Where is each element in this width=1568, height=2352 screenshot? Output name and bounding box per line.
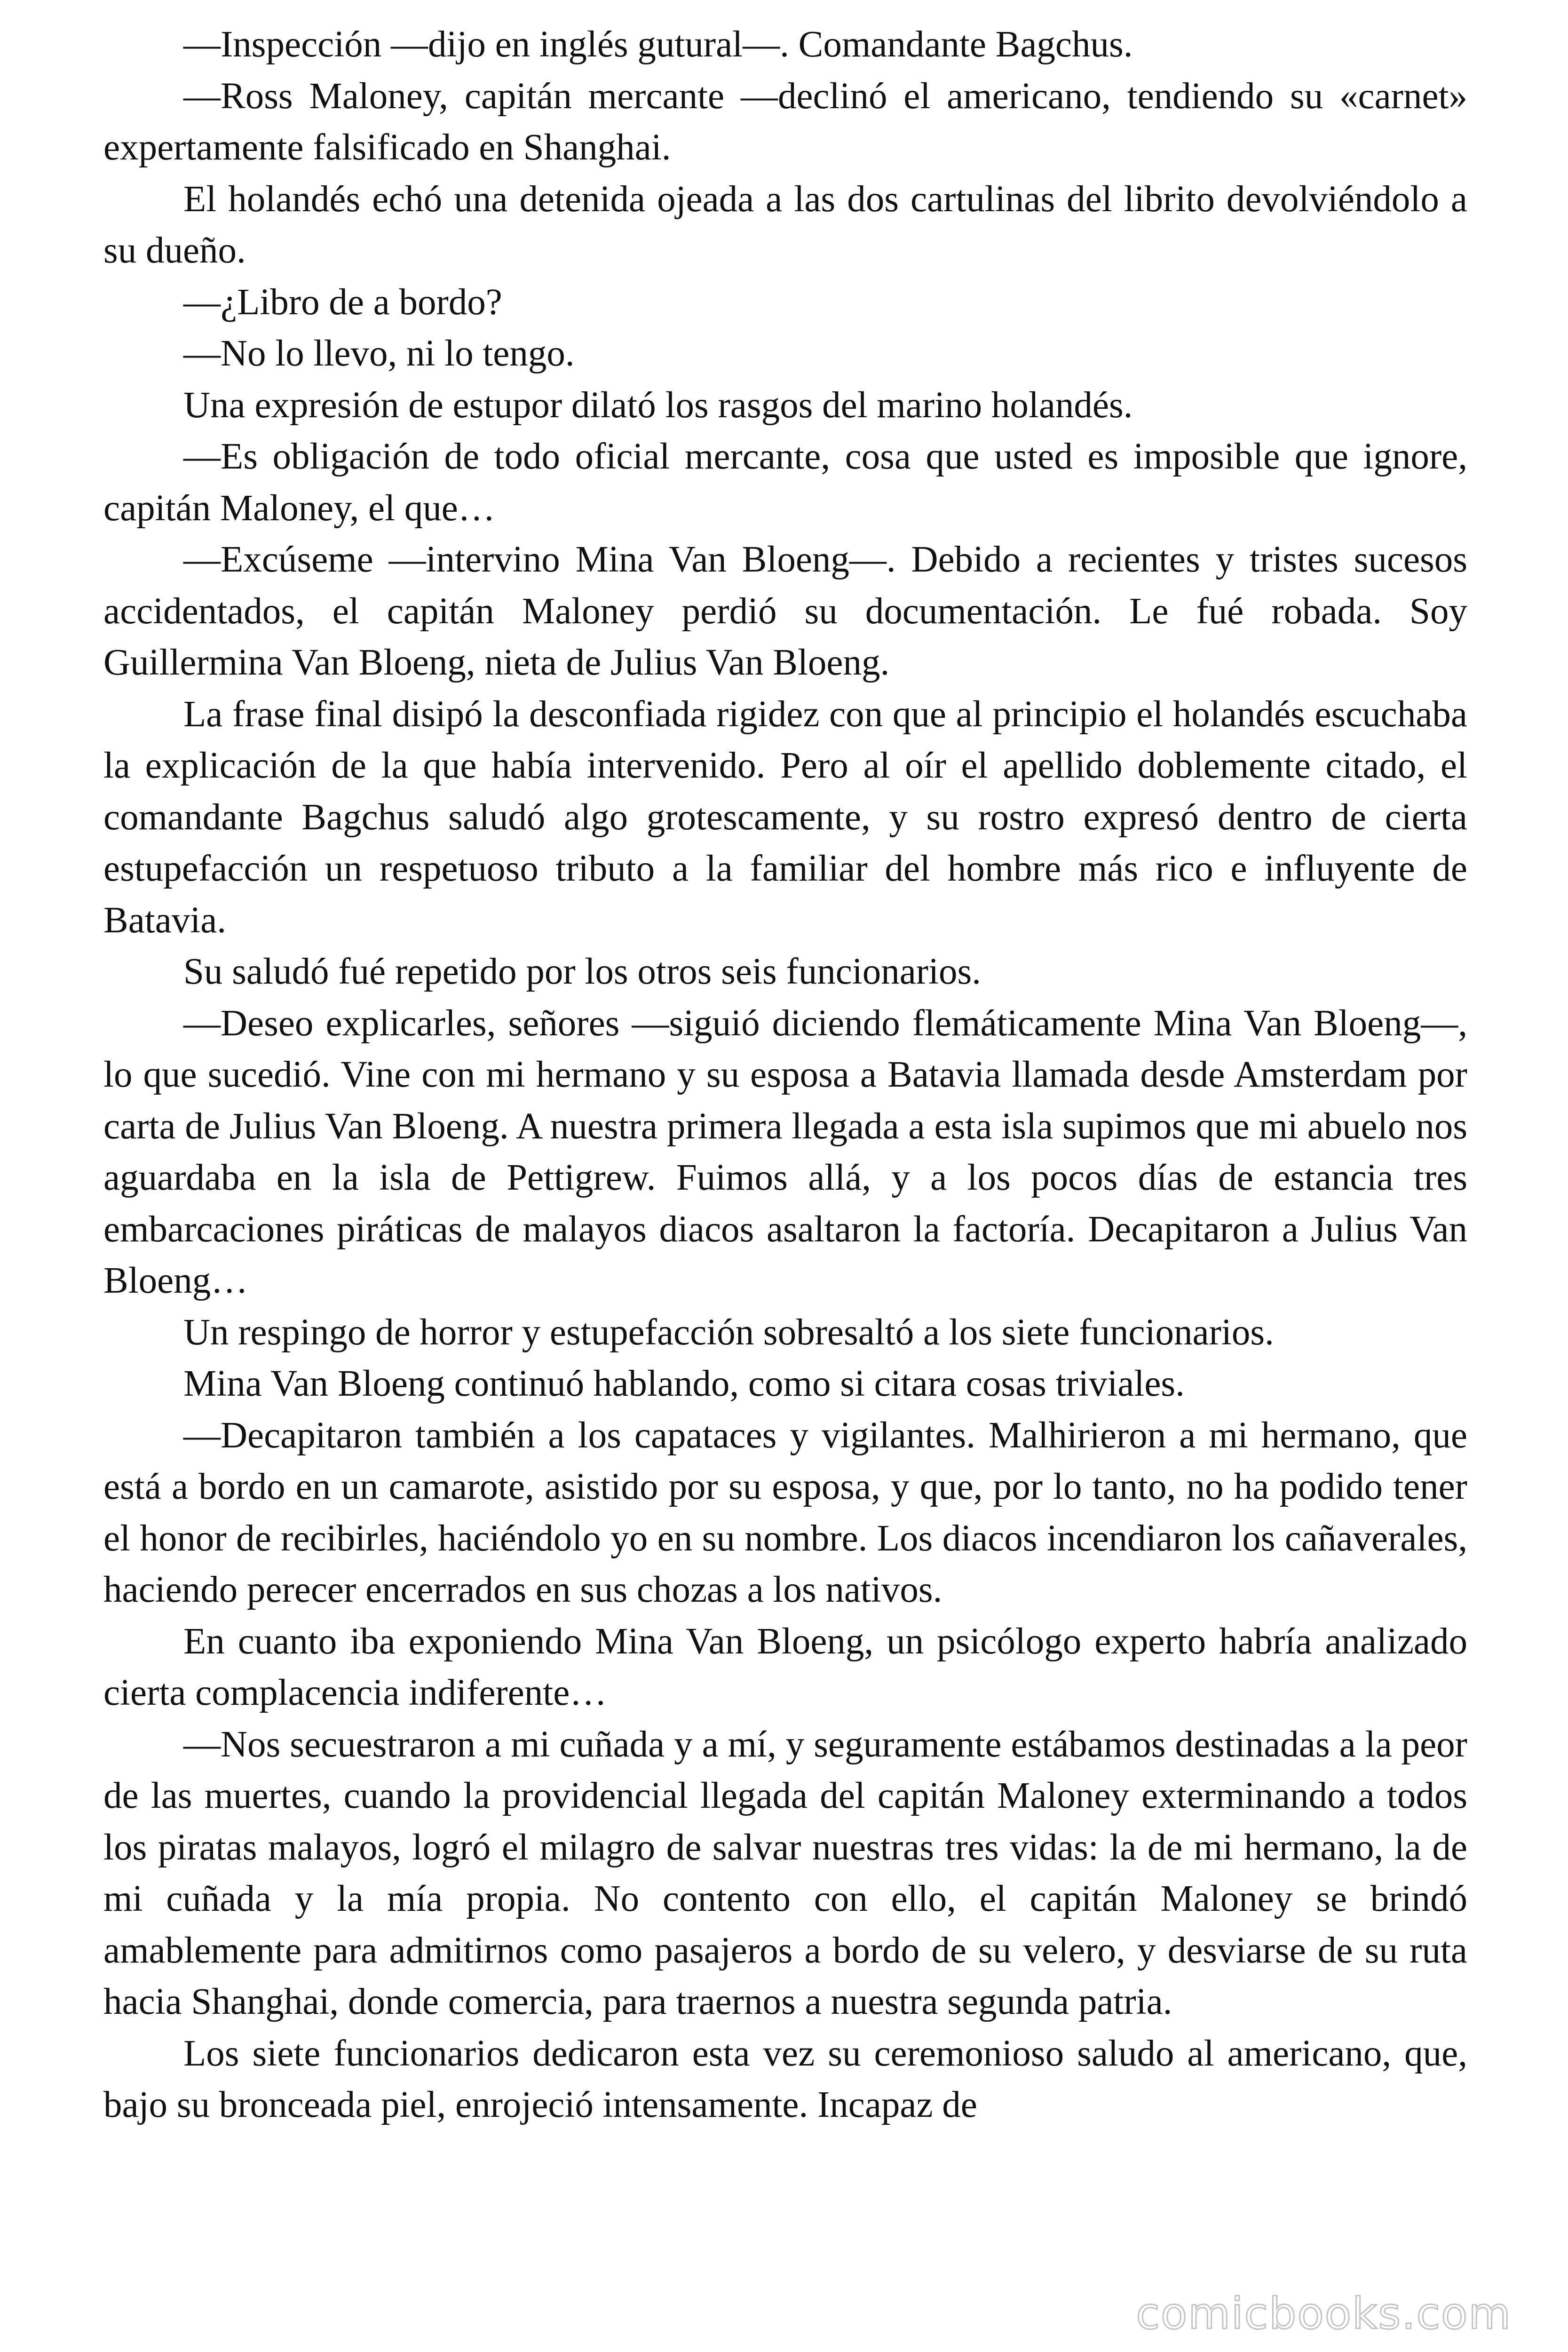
paragraph: —Inspección —dijo en inglés gutural—. Comandante Bagchus. [183, 24, 1133, 65]
paragraph: Los siete funcionarios dedicaron esta vez su ceremonioso saludo al americano, que, bajo su bronceada piel, enrojeció intensamente. Incapaz de [103, 2033, 1467, 2125]
paragraph: —Excúseme —intervino Mina Van Bloeng—. Debido a recientes y tristes sucesos accidentados, el capitán Maloney perdió su documentación. Le fué robada. Soy Guillermina Van Bloeng, nieta de Julius Van Bloeng. [103, 539, 1467, 683]
paragraph: —No lo llevo, ni lo tengo. [183, 333, 575, 374]
paragraph: En cuanto iba exponiendo Mina Van Bloeng, un psicólogo experto habría analizado cierta complacencia indiferente… [103, 1621, 1467, 1713]
paragraph: El holandés echó una detenida ojeada a las dos cartulinas del librito devolviéndolo a su dueño. [103, 178, 1467, 271]
watermark: comicbooks.com [1136, 2288, 1512, 2339]
paragraph: Una expresión de estupor dilató los rasgos del marino holandés. [183, 384, 1133, 426]
paragraph: —Es obligación de todo oficial mercante, cosa que usted es imposible que ignore, capitán Maloney, el que… [103, 436, 1467, 529]
paragraph: Mina Van Bloeng continuó hablando, como si citara cosas triviales. [183, 1363, 1185, 1404]
paragraph: La frase final disipó la desconfiada rigidez con que al principio el holandés escuchaba la explicación de la que había intervenido. Pero al oír el apellido doblemente citado, el comandante Bagchus saludó algo grotescamente, y su rostro expresó dentro de cierta estupefacción un respetuoso tributo a la familiar del hombre más rico e influyente de Batavia. [103, 693, 1467, 941]
paragraph: —Deseo explicarles, señores —siguió diciendo flemáticamente Mina Van Bloeng—, lo que sucedió. Vine con mi hermano y su esposa a Batavia llamada desde Amsterdam por carta de Julius Van Bloeng. A nuestra primera llegada a esta isla supimos que mi abuelo nos aguardaba en la isla de Pettigrew. Fuimos allá, y a los pocos días de estancia tres embarcaciones piráticas de malayos diacos asaltaron la factoría. Decapitaron a Julius Van Bloeng… [103, 1002, 1467, 1301]
paragraph: —Nos secuestraron a mi cuñada y a mí, y seguramente estábamos destinadas a la peor de las muertes, cuando la providencial llegada del capitán Maloney exterminando a todos los piratas malayos, logró el milagro de salvar nuestras tres vidas: la de mi hermano, la de mi cuñada y la mía propia. No contento con ello, el capitán Maloney se brindó amablemente para admitirnos como pasajeros a bordo de su velero, y desviarse de su ruta hacia Shanghai, donde comercia, para traernos a nuestra segunda patria. [103, 1724, 1467, 2022]
paragraph: —Ross Maloney, capitán mercante —declinó el americano, tendiendo su «carnet» expertamente falsificado en Shanghai. [103, 75, 1467, 168]
paragraph: Su saludó fué repetido por los otros seis funcionarios. [183, 951, 982, 992]
paragraph: —Decapitaron también a los capataces y vigilantes. Malhirieron a mi hermano, que está a bordo en un camarote, asistido por su esposa, y que, por lo tanto, no ha podido tener el honor de recibirles, haciéndolo yo en su nombre. Los diacos incendiaron los cañaverales, haciendo perecer encerrados en sus chozas a los nativos. [103, 1414, 1467, 1610]
book-page-text [103, 19, 1467, 2131]
paragraph: Un respingo de horror y estupefacción sobresaltó a los siete funcionarios. [183, 1311, 1274, 1353]
paragraph: —¿Libro de a bordo? [183, 281, 502, 323]
